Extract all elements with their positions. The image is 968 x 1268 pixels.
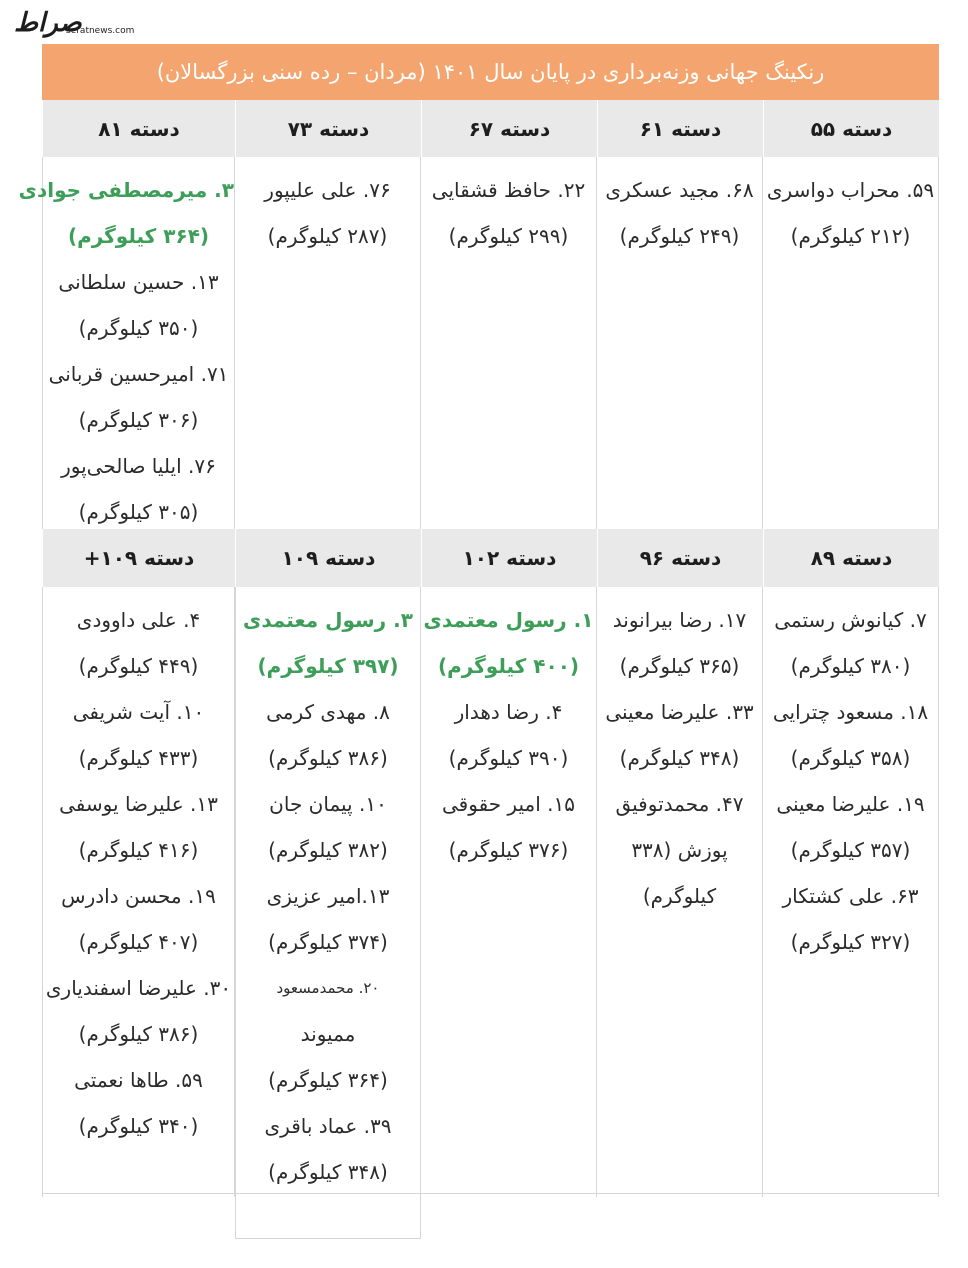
- athlete-entry: کیلوگرم): [642, 884, 717, 908]
- athlete-result: (۳۸۶ کیلوگرم): [268, 746, 388, 770]
- athletes-cell: [763, 157, 939, 529]
- athlete-result: (۴۰۰ کیلوگرم): [437, 654, 580, 678]
- athlete-result: (۳۸۰ کیلوگرم): [790, 654, 911, 678]
- athlete-entry: ۵۹. طاها نعمتی: [74, 1068, 203, 1092]
- weight-class-header: دسته ۸۱: [42, 100, 235, 157]
- athlete-entry: ۱۰. پیمان جان: [269, 792, 387, 816]
- athletes-cell: [763, 587, 939, 1197]
- weight-class-header: دسته ۱۰۹: [235, 529, 421, 587]
- athlete-result: (۳۰۶ کیلوگرم): [78, 408, 199, 432]
- athlete-result: (۲۸۷ کیلوگرم): [267, 224, 388, 248]
- athlete-entry: ۳۳. علیرضا معینی: [605, 700, 754, 724]
- athlete-entry: ۷۶. علی علیپور: [264, 178, 391, 202]
- ranking-table: [18, 100, 939, 1239]
- athlete-result: ۳۹. عماد باقری: [264, 1114, 392, 1138]
- athlete-entry: ۶۳. علی کشتکار: [782, 884, 919, 908]
- athlete-entry: ۶۸. مجید عسکری: [605, 178, 754, 202]
- athlete-result: (۳۸۲ کیلوگرم): [268, 838, 388, 862]
- athlete-result: (۲۴۹ کیلوگرم): [619, 224, 740, 248]
- athlete-result: (۲۱۲ کیلوگرم): [790, 224, 911, 248]
- athletes-cell: [18, 157, 235, 529]
- athlete-entry: ۴۷. محمدتوفیق: [615, 792, 744, 816]
- athlete-entry: ۱۹. محسن دادرس: [61, 884, 216, 908]
- athlete-entry: ۵۹. محراب دواسری: [766, 178, 935, 202]
- athlete-result: (۳۹۷ کیلوگرم): [257, 654, 399, 678]
- site-logo: [6, 6, 156, 46]
- athlete-entry: ۱۳. علیرضا یوسفی: [59, 792, 218, 816]
- logo-wordmark: صراط: [14, 8, 82, 38]
- athlete-entry: ۱۹. علیرضا معینی: [776, 792, 925, 816]
- weight-class-header: دسته ۸۹: [763, 529, 939, 587]
- athlete-entry: ۳. میرمصطفی جوادی: [18, 178, 234, 202]
- athlete-entry: ۱۸. مسعود چترایی: [772, 700, 929, 724]
- weight-class-header: دسته ۶۷: [421, 100, 597, 157]
- athlete-entry: ۱. رسول معتمدی: [423, 608, 594, 632]
- athlete-entry: (۳۴۸ کیلوگرم): [268, 1160, 388, 1184]
- athlete-result: (۴۳۳ کیلوگرم): [78, 746, 199, 770]
- weight-class-header: دسته ۶۱: [597, 100, 763, 157]
- athlete-entry: ۸. مهدی کرمی: [266, 700, 390, 724]
- athlete-result: (۳۵۰ کیلوگرم): [78, 316, 199, 340]
- athletes-cell: [597, 587, 763, 1197]
- athlete-result: پوزش (۳۳۸: [631, 838, 728, 862]
- athlete-entry: (۳۶۴ کیلوگرم): [268, 1068, 388, 1092]
- athlete-result: (۳۵۷ کیلوگرم): [790, 838, 911, 862]
- athlete-result: (۳۲۷ کیلوگرم): [790, 930, 911, 954]
- athlete-entry: ۳۰. علیرضا اسفندیاری: [45, 976, 232, 1000]
- athletes-cell: [235, 157, 421, 529]
- ranking-title-banner: رنکینگ جهانی وزنه‌برداری در پایان سال ۱۴۰۱ (مردان – رده سنی بزرگسالان): [42, 44, 939, 100]
- athlete-entry: ۱۷. رضا بیرانوند: [612, 608, 747, 632]
- athlete-entry: ۲۲. حافظ قشقایی: [431, 178, 586, 202]
- athlete-entry: ۱۵. امیر حقوقی: [442, 792, 575, 816]
- athlete-result: (۳۵۸ کیلوگرم): [790, 746, 911, 770]
- athlete-result: (۳۷۶ کیلوگرم): [448, 838, 569, 862]
- athlete-result: (۳۹۰ کیلوگرم): [448, 746, 569, 770]
- athlete-result: (۳۰۵ کیلوگرم): [78, 500, 199, 524]
- athlete-result: (۲۹۹ کیلوگرم): [448, 224, 569, 248]
- athlete-entry: ۷۶. ایلیا صالحی‌پور: [61, 454, 216, 478]
- athlete-result: (۳۸۶ کیلوگرم): [78, 1022, 199, 1046]
- athlete-entry: ۱۳. حسین سلطانی: [58, 270, 219, 294]
- athlete-entry: ۷. کیانوش رستمی: [774, 608, 927, 632]
- athlete-entry: ۴. علی داوودی: [76, 608, 201, 632]
- athletes-cell: [42, 587, 235, 1197]
- table-bottom-border: [42, 1193, 939, 1194]
- weight-class-header: دسته ۵۵: [763, 100, 939, 157]
- athlete-result: (۴۰۷ کیلوگرم): [78, 930, 199, 954]
- athlete-entry: ۱۳.امیر عزیزی: [266, 884, 390, 908]
- athlete-entry: ۲۰. محمدمسعود: [276, 979, 380, 997]
- athlete-result: (۳۶۵ کیلوگرم): [619, 654, 740, 678]
- athlete-result: (۴۱۶ کیلوگرم): [78, 838, 199, 862]
- athlete-entry: ۱۰. آیت شریفی: [72, 700, 205, 724]
- athlete-result: (۳۷۴ کیلوگرم): [268, 930, 388, 954]
- athlete-entry: ۴. رضا دهدار: [454, 700, 563, 724]
- athlete-result: (۴۴۹ کیلوگرم): [78, 654, 199, 678]
- athletes-cell: [421, 587, 597, 1197]
- athlete-result: (۳۴۸ کیلوگرم): [619, 746, 740, 770]
- athlete-result: (۳۶۴ کیلوگرم): [67, 224, 210, 248]
- weight-class-header: دسته ۱۰۹+: [42, 529, 235, 587]
- athlete-result: (۳۴۰ کیلوگرم): [78, 1114, 199, 1138]
- athlete-entry: ۷۱. امیرحسین قربانی: [48, 362, 229, 386]
- athletes-cell: [235, 587, 421, 1239]
- athletes-cell: [421, 157, 597, 529]
- athlete-entry: ۳. رسول معتمدی: [243, 608, 413, 632]
- weight-class-header: دسته ۷۳: [235, 100, 421, 157]
- athletes-cell: [597, 157, 763, 529]
- weight-class-header: دسته ۱۰۲: [421, 529, 597, 587]
- weight-class-header: دسته ۹۶: [597, 529, 763, 587]
- logo-site-url: seratnews.com: [66, 26, 135, 36]
- athlete-result: ممیوند: [300, 1022, 356, 1046]
